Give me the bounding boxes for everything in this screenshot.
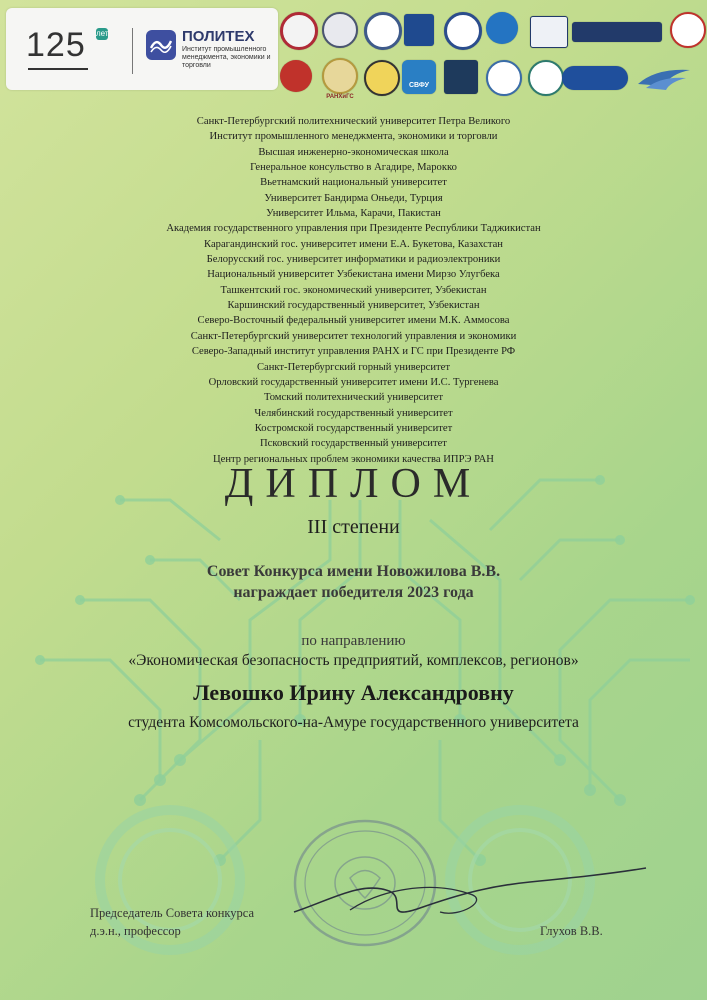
red-circle-icon [280, 60, 312, 92]
organization-line: Ташкентский гос. экономический университет, Узбекистан [220, 284, 487, 296]
ranepa-crest-icon [322, 58, 358, 100]
direction-label: по направлению [301, 633, 406, 649]
pskov-university-icon [562, 66, 628, 90]
anniversary-logo-text: 125 [26, 26, 86, 64]
svfu-badge-icon [402, 60, 436, 94]
university-seal-icon [444, 12, 482, 50]
eagle-emblem-icon [636, 64, 692, 92]
diploma-degree: III степени [307, 516, 400, 538]
organization-line: Карагандинский гос. университет имени Е.А. Букетова, Казахстан [204, 238, 503, 250]
organization-line: Белорусский гос. университет информатики и радиоэлектроники [206, 254, 501, 266]
partner-logos [278, 8, 703, 98]
organization-line: Генеральное консульство в Агадире, Марокко [250, 162, 457, 174]
organization-line: Санкт-Петербургский университет технологий управления и экономики [190, 330, 517, 342]
anniversary-125-logo [26, 26, 118, 74]
university-banner-icon [572, 22, 662, 42]
signatory-degree: д.э.н., профессор [90, 924, 181, 938]
tpu-blue-icon [486, 12, 518, 44]
organization-line: Орловский государственный университет имени И.С. Тургенева [208, 376, 499, 388]
organization-line: Санкт-Петербургский политехнический университет Петра Великого [196, 116, 511, 127]
organizations-list [80, 114, 627, 467]
wreath-emblem-icon [486, 60, 522, 96]
organization-line: Академия государственного управления при Президенте Республики Таджикистан [166, 223, 541, 235]
organization-line: Вьетнамский национальный университет [260, 177, 447, 189]
organization-line: Санкт-Петербургский горный университет [256, 361, 451, 373]
organization-line: Псковский государственный университет [260, 438, 447, 450]
award-line: награждает победителя 2023 года [233, 584, 474, 601]
organization-line: Томский политехнический университет [264, 392, 443, 404]
tpu-letters-icon [404, 14, 434, 46]
institute-name: ПОЛИТЕХ [182, 28, 255, 45]
organization-line: Университет Ильма, Карачи, Пакистан [266, 208, 441, 220]
organization-line: Каршинский государственный университет, Узбекистан [227, 300, 480, 312]
organization-line: Челябинский государственный университет [254, 407, 453, 419]
organization-line: Национальный университет Узбекистана имени Мирзо Улугбека [207, 269, 500, 281]
anniversary-logo-mark: лет [96, 29, 109, 38]
header-logo-card [6, 8, 278, 90]
anniversary-logo-underline [28, 68, 88, 70]
mining-hammers-icon [364, 60, 400, 96]
organization-line: Северо-Восточный федеральный университет имени М.К. Аммосова [197, 315, 510, 327]
columns-emblem-icon [530, 16, 568, 48]
signatory-name: Глухов В.В. [540, 924, 603, 938]
organization-line: Северо-Западный институт управления РАНХ и ГС при Президенте РФ [191, 346, 516, 358]
organization-line: Высшая инженерно-экономическая школа [258, 146, 449, 158]
engecon-badge-icon [528, 60, 564, 96]
organization-line: Костромской государственный университет [254, 422, 453, 434]
council-line: Совет Конкурса имени Новожилова В.В. [206, 563, 501, 580]
competition-direction: «Экономическая безопасность предприятий, комплексов, регионов» [128, 652, 579, 669]
building-emblem-icon [322, 12, 358, 48]
organization-line: Центр региональных проблем экономики качества ИПРЭ РАН [213, 453, 494, 465]
signatory-title: Председатель Совета конкурса [90, 906, 255, 920]
swirl-emblem-icon [670, 12, 706, 48]
spbpu-emblem-icon [280, 12, 318, 50]
handwritten-signature [290, 860, 650, 930]
header-divider [132, 28, 133, 74]
recipient-name: Левошко Ирину Александровну [193, 680, 514, 705]
diploma-title: ДИПЛОМ [224, 461, 483, 507]
recipient-affiliation: студента Комсомольского-на-Амуре государственного университета [128, 714, 579, 731]
polytech-wave-icon [146, 30, 176, 60]
svfu-label: СВФУ [409, 82, 429, 89]
shield-emblem-icon [364, 12, 402, 50]
organization-line: Университет Бандирма Оньеди, Турция [264, 192, 443, 204]
organization-line: Институт промышленного менеджмента, экономики и торговли [209, 131, 498, 143]
institute-subtitle: Институт промышленного менеджмента, экономики и торговли [182, 46, 271, 69]
grid-logo-icon [444, 60, 478, 94]
ranepa-label: РАНХиГС [326, 94, 354, 100]
